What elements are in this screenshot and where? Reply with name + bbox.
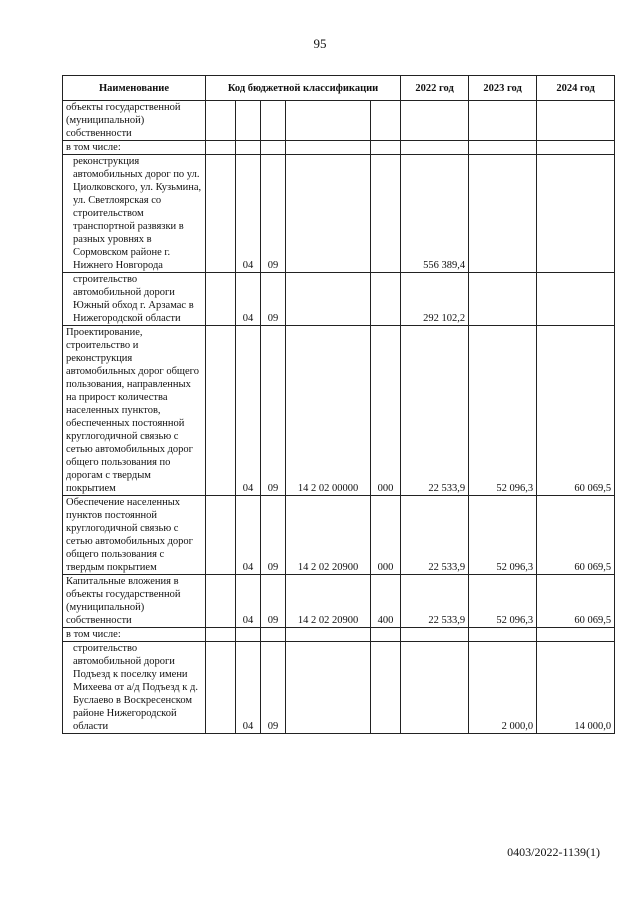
row-target bbox=[286, 273, 371, 326]
row-2023 bbox=[469, 628, 537, 642]
row-2023 bbox=[469, 273, 537, 326]
row-2023: 52 096,3 bbox=[469, 575, 537, 628]
row-expense-type: 000 bbox=[371, 496, 401, 575]
row-2024 bbox=[537, 141, 615, 155]
row-2023 bbox=[469, 141, 537, 155]
row-name: реконструкция автомобильных дорог по ул. Циолковского, ул. Кузьмина, ул. Светлоярская со строительством транспортной развязки в разных уровнях в Сормовском районе г. Нижнего Новгорода bbox=[63, 155, 206, 273]
row-spacer-col bbox=[206, 141, 236, 155]
row-name: Проектирование, строительство и реконструкция автомобильных дорог общего пользования, направленных на прирост количества населенных пунктов, обеспеченных постоянной круглогодичной связью с сетью автомобильных дорог общего пользования по дорогам с твердым покрытием bbox=[63, 326, 206, 496]
table-row bbox=[63, 628, 615, 642]
row-name: строительство автомобильной дороги Подъезд к поселку имени Михеева от а/д Подъезд к д. Буслаево в Воскресенском районе Нижегородской области bbox=[63, 642, 206, 734]
row-spacer-col bbox=[206, 326, 236, 496]
table-row bbox=[63, 155, 615, 273]
row-2022 bbox=[401, 101, 469, 141]
row-section: 04 bbox=[236, 273, 261, 326]
row-name: в том числе: bbox=[63, 141, 206, 155]
row-section: 04 bbox=[236, 496, 261, 575]
row-2023 bbox=[469, 101, 537, 141]
row-2024 bbox=[537, 155, 615, 273]
row-2024: 14 000,0 bbox=[537, 642, 615, 734]
row-target bbox=[286, 155, 371, 273]
row-section: 04 bbox=[236, 575, 261, 628]
header-code: Код бюджетной классификации bbox=[206, 76, 401, 101]
table-row bbox=[63, 642, 615, 734]
table-row bbox=[63, 273, 615, 326]
row-expense-type bbox=[371, 141, 401, 155]
row-subsection: 09 bbox=[261, 575, 286, 628]
row-2022: 22 533,9 bbox=[401, 326, 469, 496]
row-spacer-col bbox=[206, 628, 236, 642]
row-name: объекты государственной (муниципальной) собственности bbox=[63, 101, 206, 141]
row-subsection bbox=[261, 628, 286, 642]
row-expense-type bbox=[371, 628, 401, 642]
row-2022: 556 389,4 bbox=[401, 155, 469, 273]
row-subsection: 09 bbox=[261, 642, 286, 734]
header-2022: 2022 год bbox=[401, 76, 469, 101]
row-subsection: 09 bbox=[261, 496, 286, 575]
row-2024: 60 069,5 bbox=[537, 575, 615, 628]
row-2024 bbox=[537, 628, 615, 642]
row-name: Капитальные вложения в объекты государственной (муниципальной) собственности bbox=[63, 575, 206, 628]
row-target bbox=[286, 642, 371, 734]
row-subsection: 09 bbox=[261, 326, 286, 496]
row-section bbox=[236, 101, 261, 141]
row-subsection: 09 bbox=[261, 155, 286, 273]
row-2023: 52 096,3 bbox=[469, 326, 537, 496]
row-name: строительство автомобильной дороги Южный обход г. Арзамас в Нижегородской области bbox=[63, 273, 206, 326]
header-2023: 2023 год bbox=[469, 76, 537, 101]
row-name: Обеспечение населенных пунктов постоянной круглогодичной связью с сетью автомобильных дорог общего пользования с твердым покрытием bbox=[63, 496, 206, 575]
row-expense-type: 400 bbox=[371, 575, 401, 628]
row-2023 bbox=[469, 155, 537, 273]
row-2024 bbox=[537, 273, 615, 326]
row-expense-type bbox=[371, 642, 401, 734]
row-subsection bbox=[261, 101, 286, 141]
row-2022 bbox=[401, 642, 469, 734]
row-2023: 2 000,0 bbox=[469, 642, 537, 734]
row-2024 bbox=[537, 101, 615, 141]
table-row bbox=[63, 496, 615, 575]
row-target: 14 2 02 20900 bbox=[286, 496, 371, 575]
row-2024: 60 069,5 bbox=[537, 326, 615, 496]
document-code: 0403/2022-1139(1) bbox=[507, 845, 600, 859]
row-section: 04 bbox=[236, 155, 261, 273]
row-spacer-col bbox=[206, 642, 236, 734]
table-row bbox=[63, 141, 615, 155]
row-spacer-col bbox=[206, 496, 236, 575]
row-spacer-col bbox=[206, 273, 236, 326]
row-expense-type bbox=[371, 101, 401, 141]
row-section bbox=[236, 141, 261, 155]
row-section bbox=[236, 628, 261, 642]
row-2023: 52 096,3 bbox=[469, 496, 537, 575]
row-subsection bbox=[261, 141, 286, 155]
table-row bbox=[63, 326, 615, 496]
row-subsection: 09 bbox=[261, 273, 286, 326]
row-2024: 60 069,5 bbox=[537, 496, 615, 575]
header-row bbox=[63, 76, 615, 101]
page-number: 95 bbox=[313, 36, 327, 51]
table-row bbox=[63, 575, 615, 628]
row-spacer-col bbox=[206, 575, 236, 628]
budget-table bbox=[62, 75, 615, 734]
row-target bbox=[286, 141, 371, 155]
row-name: в том числе: bbox=[63, 628, 206, 642]
row-2022: 292 102,2 bbox=[401, 273, 469, 326]
row-2022 bbox=[401, 141, 469, 155]
row-section: 04 bbox=[236, 326, 261, 496]
row-2022 bbox=[401, 628, 469, 642]
header-name: Наименование bbox=[63, 76, 206, 101]
row-target: 14 2 02 00000 bbox=[286, 326, 371, 496]
row-expense-type bbox=[371, 155, 401, 273]
row-2022: 22 533,9 bbox=[401, 575, 469, 628]
row-2022: 22 533,9 bbox=[401, 496, 469, 575]
row-section: 04 bbox=[236, 642, 261, 734]
row-target: 14 2 02 20900 bbox=[286, 575, 371, 628]
row-spacer-col bbox=[206, 155, 236, 273]
row-target bbox=[286, 628, 371, 642]
header-2024: 2024 год bbox=[537, 76, 615, 101]
row-expense-type bbox=[371, 273, 401, 326]
row-target bbox=[286, 101, 371, 141]
row-expense-type: 000 bbox=[371, 326, 401, 496]
row-spacer-col bbox=[206, 101, 236, 141]
table-row bbox=[63, 101, 615, 141]
